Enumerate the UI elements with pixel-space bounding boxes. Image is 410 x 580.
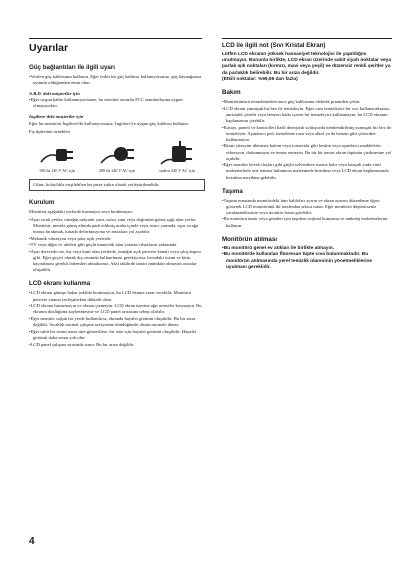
plug-type-b [95, 138, 139, 173]
list-item: • LCD ekranı yumuşak bir bez ile temizleyin. Eğer cam temizleyici bir sıvı kullanacaksanız, antistatik çözelti veya benzeri katkı içeren bir temizleyici kullanmayın, bu LCD ekranın kaplamasını çizebilir. [222, 106, 392, 124]
list-item: • TV veya diğer ev aletleri gibi güçlü manyetik alan yaratan cihazların yakınında. [29, 242, 205, 248]
right-column [222, 38, 392, 271]
lcd-handling-heading: LCD ekranı kullanma [29, 280, 91, 288]
care-list [222, 99, 392, 181]
usa-list [29, 97, 205, 109]
left-column [29, 62, 205, 353]
plug-label: 100 ila 120 V AC için [39, 167, 75, 173]
plug-caption: Fiş tiplerinin örnekleri [29, 128, 71, 134]
list-item: • Kasayı, paneli ve kontrolleri hafif deterjanlı solüsyonla nemlendirilmiş yumuşak bir bez ile temizleyin. Aşındırıcı ped, temizleme tozu veya alkol ya da benzin gibi çözücüler kullanmayın. [222, 125, 392, 143]
list-item: • Bu monitörü genel ev atıkları ile birlikte atmayın. [222, 246, 392, 252]
plug-240v-icon [97, 138, 137, 168]
list-item: • LCD ekranı güneşe bakar şekilde bırakmayın, bu LCD ekrana zarar verebilir. Monitörü pencere yanına yerleştirirken dikkatli olun. [29, 290, 205, 302]
list-item: • Eğer monitör böcek ilaçları gibi güçlü solventlere maruz kalır veya kauçuk yada vinil malzemelerle sert temasa bulunursa malzemede bozulma veya LCD ekran kaplamasında bozulma meydana gelebilir. [222, 162, 392, 180]
plug-label: sadece 240 V AC için [159, 167, 195, 173]
transport-heading: Taşıma [222, 187, 243, 195]
setup-list [29, 217, 205, 274]
list-item: • Taşıma esnasında monitördeki tüm kabloları ayırın ve ekran ayarını düzenleme öğesi gösterek LCD monitörünü iki tarafından sıkıca tutun. Eğer monitörü düşürürseniz yaralanabilirsiniz veya monitör hasar görebilir. [222, 198, 392, 216]
lcd-note-heading: LCD ile ilgili not (Sıvı Kristal Ekran) [222, 38, 392, 49]
lcd-note-text: Lütfen LCD ekranın yüksek hassasiyet teknolojisi ile yapıldığını unutmayın. Bununla birlikte, LCD ekran üzerinde sabit siyah noktalar veya parlak ışık noktaları (kırmızı, mavi veya yeşil) ve düzensiz renkli şeritler ya da parlaklık belirebilir. Bu bir arıza değildir. [222, 52, 392, 76]
disposal-heading: Monitörün atılması [222, 235, 278, 243]
list-item: • Aşırı sıcak yerler, örneğin radyatör yanı, ısıtıcı yanı veya doğrudan güneş ışığı alan yerler. Monitörü, mesela güneş altında park edilmiş araba içinde veya ısıtıcı yanında, aşırı sıcağa maruz bırakmak, kasada deformasyona ve arızalara yol açabilir. [29, 217, 205, 235]
list-item: • Bu monitörde kullanılan flüoresan tüpte cıva bulunmaktadır. Bu monitörün atılmasında yerel temizlik idaresinin yönetmeliklerine uyulması gereklidir. [222, 252, 392, 271]
usa-subheading: A.B.D. deki müşteriler için [29, 91, 80, 97]
list-item: • Bu monitörü tamir veya gönderi için taşırken orijinal kutusunu ve ambalaj malzemelerini kullanın. [222, 216, 392, 228]
list-item: • Eğer sabit bir resim uzun süre gösterilirse, bir süre için hayalet görüntü oluşabilir. Hayalet görüntü daha sonra yok olur. [29, 329, 205, 341]
plug-examples [29, 138, 205, 173]
power-warning-heading: Güç bağlantıları ile ilgili uyarı [29, 64, 115, 71]
list-item: • LCD ekrana bastırmayın ve ekranı çizmeyin. LCD ekran üzerine ağır nesneler koymayın. Bu ekranın düzlüğünü kaybetmesine ve LCD panel arızasına sebep olabilir. [29, 303, 205, 315]
list-item: • Monitörünüzü temizlemeden önce güç kablosunu elektrik prizinden çekin. [222, 99, 392, 105]
list-item: • Eğer uygun kablo kullanmıyorsanız, bu monitör zorunlu FCC standartlarına uygun olmayacaktır. [29, 97, 205, 109]
lcd-handling-list [29, 290, 205, 347]
plug-240v-uk-icon [157, 138, 197, 168]
plug-label: 200 ila 240 V AC için [99, 167, 135, 173]
page-title: Uyarılar [29, 38, 202, 60]
setup-intro: Monitörü aşağıdaki yerlerde kurmayın veya bırakmayın: [29, 208, 133, 214]
outlet-note: Cihaz, kolaylıkla erişilebilen bir prize yakın olarak yerleştirilmelidir. [29, 179, 205, 191]
list-item: • Mekanik vibrasyon veya şoka açık yerlerde. [29, 236, 205, 242]
plug-120v-icon [37, 138, 77, 168]
uk-text: Eğer bu monitörü İngiltere'de kullanıyorsanız, İngiltere'ye uygun güç kablosu kullanın. [29, 120, 189, 126]
uk-subheading: İngiltere'deki müşteriler için [29, 114, 84, 120]
plug-type-c [155, 138, 199, 173]
list-item: • LCD panel çalışma sırasında ısınır. Bu bir arıza değildir. [29, 342, 205, 348]
list-item: • Ekran yüzeyini ükürmez kalem veya tornavida gibi keskin veya aşındırıcı maddelerle, vibrasyon, dokunmayın ve temas etmeyin. Bu tür bir temas ekran tüpünün çizilmesine yol açabilir. [222, 143, 392, 161]
list-item: • Verilen güç kablosunu kullanın. Eğer farklı bir güç kablosu kullanıyorsanız, güç kaynağınıza uyumlu olduğundan emin olun. [29, 74, 205, 86]
power-warning-list [29, 74, 205, 86]
transport-list [222, 198, 392, 229]
disposal-list [222, 246, 392, 271]
care-heading: Bakım [222, 89, 241, 97]
list-item: • Eğer monitör soğuk bir yerde kullanılırsa, ekranda hayalet görüntü oluşabilir. Bu bir arıza değildir. Sıcaklık normal çalışma seviyesine döndüğünde, ekran normale döner. [29, 316, 205, 328]
lcd-note-extra: (Etkili noktalar: %99,99 dan fazla) [222, 76, 298, 82]
setup-heading: Kurulum [29, 198, 55, 206]
page-number: 4 [29, 536, 35, 547]
list-item: • Aşırı derecede toz, kir veya kum olan yerlerde, örneğin açık pencere kenarı veya çıkış kapısı gibi. Eğer geçici olarak dış ortamda kullanılması gerekiyorsa, havadaki tozun ve kirin kaçınılması gerekli önlemleri almalısınız. Aksi takdirde tamiri mümkün olmayan arızalar oluşabilir. [29, 249, 205, 273]
plug-type-a [35, 138, 79, 173]
